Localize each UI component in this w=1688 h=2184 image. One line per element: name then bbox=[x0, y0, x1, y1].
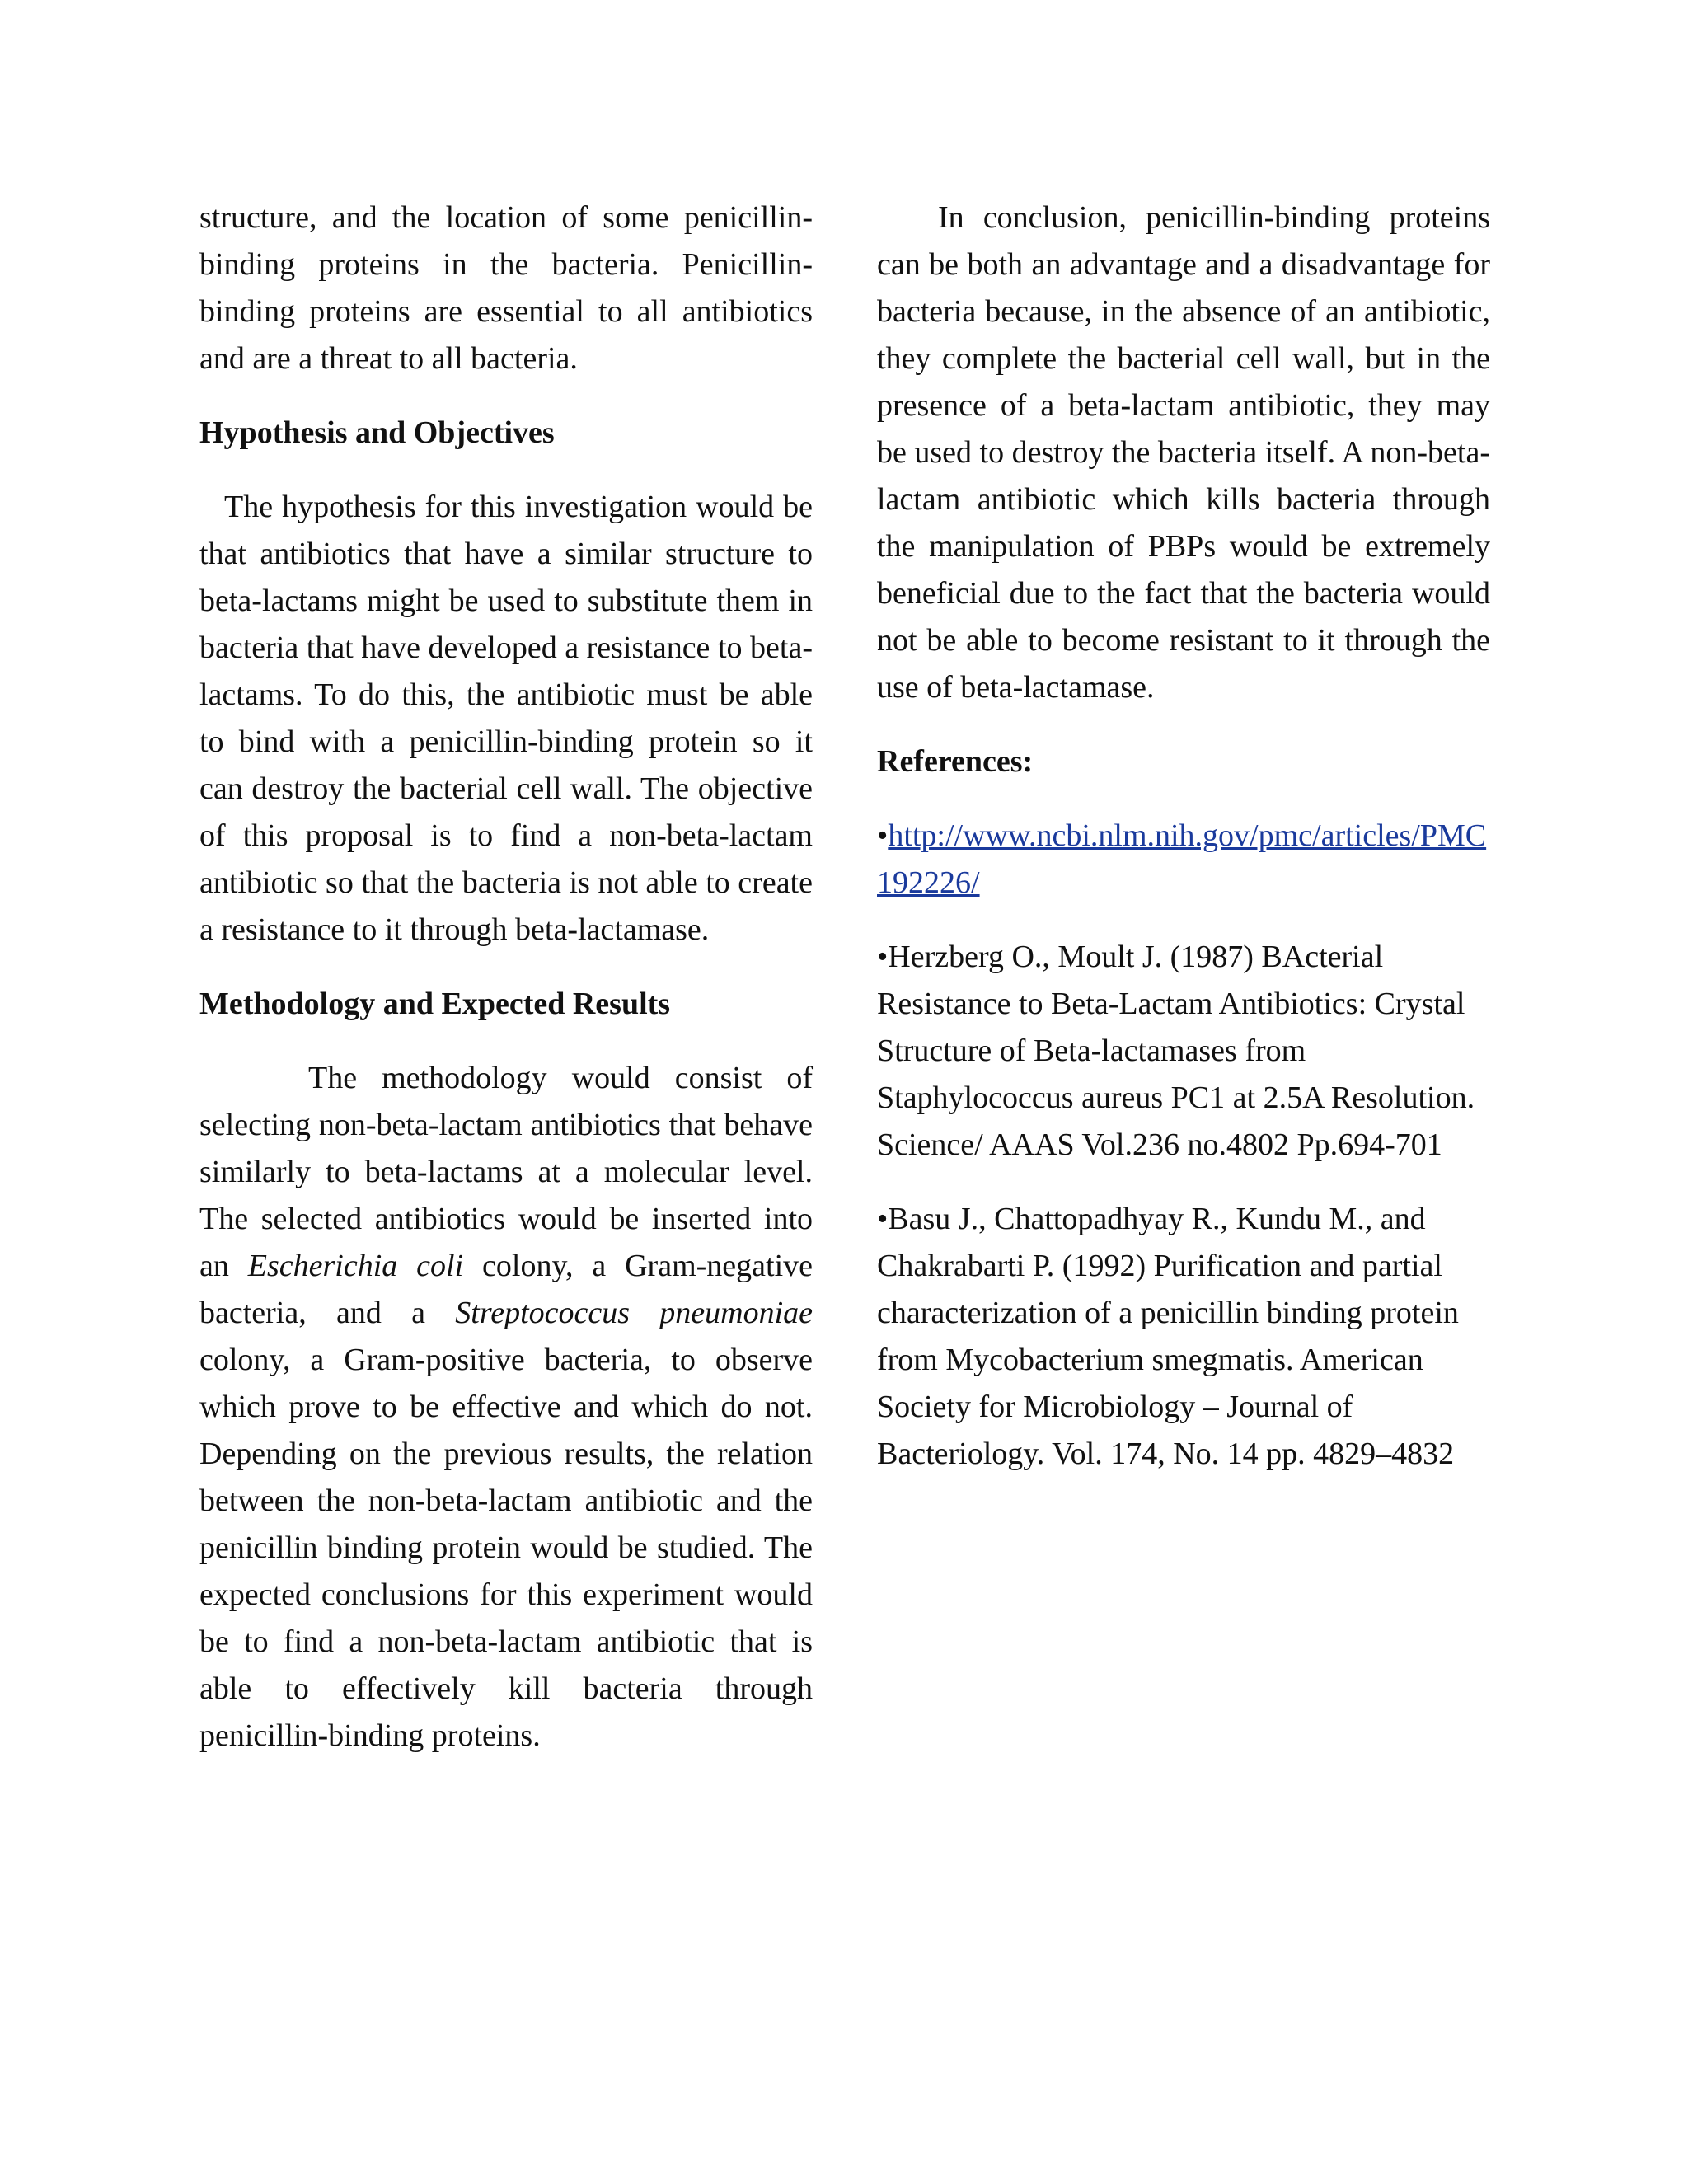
methodology-text-3: colony, a Gram-positive bacteria, to observe which prove to be effective and which do not. Depending on the previous results, the relation between the non-beta-lactam antibiotic and the penicillin binding protein would be studied. The expected conclusions for this experiment would be to find a non-beta-lactam antibiotic that is able to effectively kill bacteria through penicillin-binding proteins. bbox=[199, 1343, 813, 1753]
reference-item-1 bbox=[877, 813, 1490, 907]
bullet: • bbox=[877, 818, 889, 853]
conclusion-paragraph: In conclusion, penicillin-binding proteins can be both an advantage and a disadvantage for bacteria because, in the absence of an antibiotic, they complete the bacterial cell wall, but in the presence of a beta-lactam antibiotic, they may be used to destroy the bacteria itself. A non-beta-lactam antibiotic which kills bacteria through the manipulation of PBPs would be extremely beneficial due to the fact that the bacteria would not be able to become resistant to it through the use of beta-lactamase. bbox=[877, 200, 1490, 705]
hypothesis-paragraph: The hypothesis for this investigation would be that antibiotics that have a similar structure to beta-lactams might be used to substitute them in bacteria that have developed a resistance to beta-lactams. To do this, the antibiotic must be able to bind with a penicillin-binding protein so it can destroy the bacterial cell wall. The objective of this proposal is to find a non-beta-lactam antibiotic so that the bacteria is not able to create a resistance to it through beta-lactamase. bbox=[199, 490, 813, 947]
methodology-text-2: colony, a Gram-negative bacteria, and a bbox=[199, 1249, 814, 1330]
left-column bbox=[199, 194, 813, 1760]
right-column bbox=[877, 194, 1490, 1505]
references-heading: References: bbox=[877, 744, 1034, 779]
reference-link[interactable]: http://www.ncbi.nlm.nih.gov/pmc/articles/PMC192226/ bbox=[877, 818, 1487, 900]
reference-item-2: •Herzberg O., Moult J. (1987) BActerial Resistance to Beta-Lactam Antibiotics: Crystal Structure of Beta-lactamases from Staphylococcus aureus PC1 at 2.5A Resolution. Science/ AAAS Vol.236 no.4802 Pp.694-701 bbox=[877, 940, 1475, 1162]
hypothesis-heading: Hypothesis and Objectives bbox=[199, 415, 555, 450]
methodology-paragraph bbox=[199, 1055, 813, 1760]
methodology-heading: Methodology and Expected Results bbox=[199, 987, 671, 1021]
reference-item-3: •Basu J., Chattopadhyay R., Kundu M., and Chakrabarti P. (1992) Purification and partial characterization of a penicillin binding protein from Mycobacterium smegmatis. American Society for Microbiology – Journal of Bacteriology. Vol. 174, No. 14 pp. 4829–4832 bbox=[877, 1202, 1459, 1471]
species-streptococcus: Streptococcus pneumoniae bbox=[455, 1296, 814, 1330]
intro-paragraph: structure, and the location of some penicillin-binding proteins in the bacteria. Penicillin-binding proteins are essential to all antibiotics and are a threat to all bacteria. bbox=[199, 200, 813, 376]
methodology-text-1: The methodology would consist of selecting non-beta-lactam antibiotics that behave similarly to beta-lactams at a molecular level. The selected antibiotics would be inserted into an bbox=[199, 1061, 813, 1283]
species-ecoli: Escherichia coli bbox=[247, 1249, 464, 1283]
